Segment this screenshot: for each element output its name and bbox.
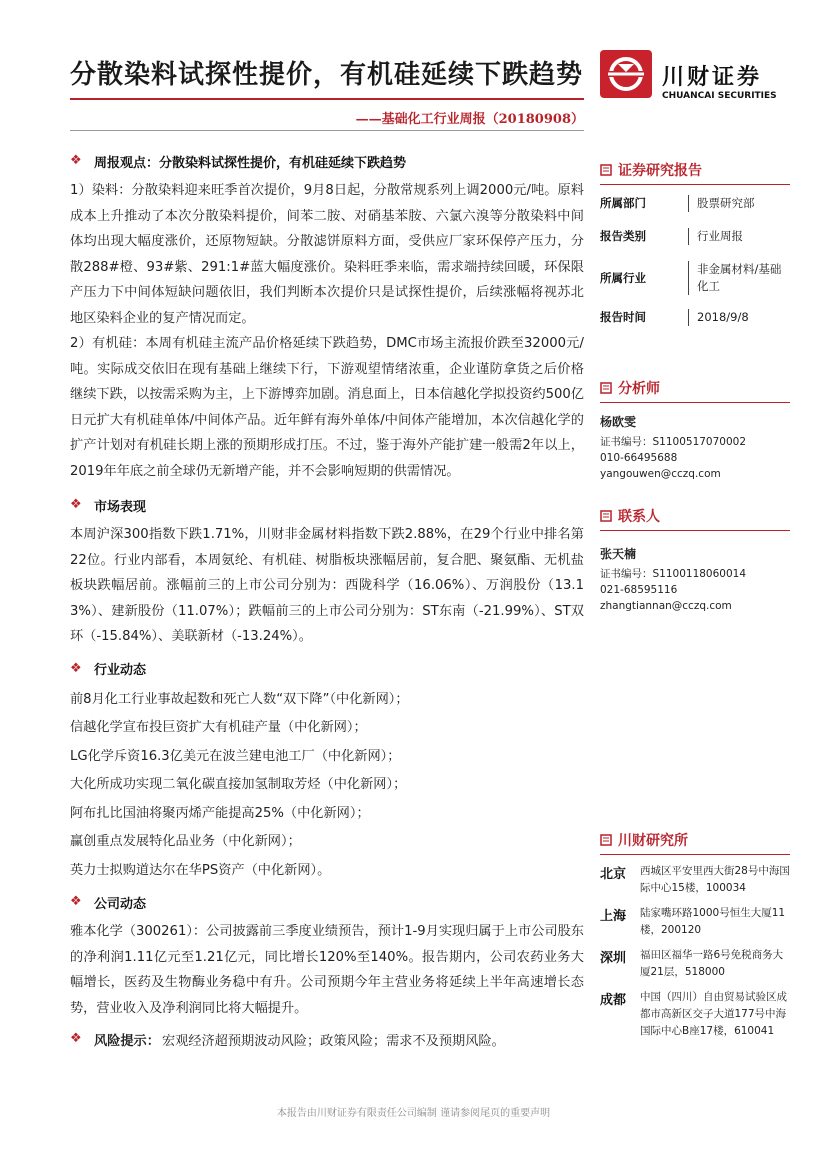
risk-warning — [70, 1027, 584, 1051]
diamond-bullet-icon: ❖ — [70, 153, 82, 168]
office-beijing: 北京 西城区平安里西大街28号中海国际中心15楼，100034 — [600, 865, 790, 894]
analyst-email[interactable]: yangouwen@cczq.com — [600, 468, 721, 480]
contact-email[interactable]: zhangtiannan@cczq.com — [600, 600, 732, 612]
info-row-category: 报告类别 行业周报 — [600, 228, 790, 245]
section-heading-industry: ❖ 行业动态 — [70, 660, 147, 678]
analyst-name: 杨欧雯 — [600, 415, 637, 429]
brand-logo-icon — [600, 50, 652, 98]
contact-cert: 证书编号：S1100118060014 — [600, 568, 747, 580]
sidebar-report-info — [600, 160, 790, 326]
sidebar-divider — [600, 402, 790, 403]
institute-heading: 川财研究所 — [600, 830, 790, 850]
office-shenzhen: 深圳 福田区福华一路6号免税商务大厦21层，518000 — [600, 949, 784, 978]
document-icon — [600, 382, 612, 394]
sidebar-divider — [600, 854, 790, 855]
list-item: 赢创重点发展特化品业务（中化新网）； — [70, 834, 301, 849]
page-footer: 本报告由川财证券有限责任公司编制 谨请参阅尾页的重要声明 — [276, 1108, 551, 1119]
sidebar-institute — [600, 830, 790, 1040]
section-heading-view: ❖ 周报观点：分散染料试探性提价，有机硅延续下跌趋势 — [70, 153, 407, 171]
brand-name: 川财证券 — [662, 65, 763, 90]
info-row-industry: 所属行业 非金属材料/基础化工 — [600, 261, 790, 295]
contact-name: 张天楠 — [600, 547, 637, 561]
header-rule — [70, 130, 584, 131]
risk-text: 宏观经济超预期波动风险；政策风险；需求不及预期风险。 — [161, 1033, 505, 1049]
sidebar-analyst — [600, 378, 790, 482]
contact-heading: 联系人 — [600, 506, 790, 526]
office-chengdu: 成都 中国（四川）自由贸易试验区成都市高新区交子大道177号中海国际中心B座17楼，610041 — [600, 991, 787, 1037]
view-paragraph-dyes: 1）染料：分散染料迎来旺季首次提价，9月8日起，分散常规系列上调2000元/吨。原料成本上升推动了本次分散染料提价，间苯二胺、对硝基苯胺、六氯六溴等分散染料中间体均出现大幅度涨价，还原物短缺。分散滤饼原料方面，受供应厂家环保停产压力，分散288#橙、93#紫、291:1#蓝大幅度涨价。染料旺季来临，需求端持续回暖，环保限产压力下中间体短缺问题依旧，我们判断本次提价只是试探性提价，后续涨幅将视苏北地区染料企业的复产情况而定。 — [70, 183, 584, 326]
list-item: 英力士拟购道达尔在华PS资产（中化新网）。 — [70, 862, 331, 878]
document-icon — [600, 510, 612, 522]
list-item: LG化学斥资16.3亿美元在波兰建电池工厂（中化新网）； — [70, 748, 401, 764]
main-content — [70, 146, 584, 1051]
sidebar-contact — [600, 506, 790, 614]
market-paragraph: 本周沪深300指数下跌1.71%，川财非金属材料指数下跌2.88%，在29个行业中排名第22位。行业内部看，本周氨纶、有机硅、树脂板块涨幅居前，复合肥、聚氨酯、无机盐板块跌幅居前。涨幅前三的上市公司分别为：西陇科学（16.06%）、万润股份（13.13%）、建新股份（11.07%）；跌幅前三的上市公司分别为：ST东南（-21.99%）、ST双环（-15.84%）、美联新材（-13.24%）。 — [70, 527, 584, 644]
list-item: 前8月化工行业事故起数和死亡人数“双下降”（中化新网）； — [70, 691, 409, 707]
list-item: 大化所成功实现二氧化碳直接加氢制取芳烃（中化新网）； — [70, 777, 407, 792]
sidebar-divider — [600, 530, 790, 531]
document-icon — [600, 164, 612, 176]
contact-phone: 021-68595116 — [600, 584, 678, 596]
title-rule — [70, 98, 584, 100]
risk-label: 风险提示： — [94, 1033, 160, 1049]
analyst-phone: 010-66495688 — [600, 452, 678, 464]
brand-subtitle: CHUANCAI SECURITIES — [662, 91, 777, 101]
list-item: 阿布扎比国油将聚丙烯产能提高25%（中化新网）； — [70, 805, 370, 821]
page-title: 分散染料试探性提价，有机硅延续下跌趋势 — [70, 60, 584, 90]
section-heading-market: ❖ 市场表现 — [70, 497, 147, 515]
document-icon — [600, 834, 612, 846]
diamond-bullet-icon: ❖ — [70, 497, 82, 512]
diamond-bullet-icon: ❖ — [70, 894, 82, 909]
sidebar-divider — [600, 184, 790, 185]
industry-news-list — [70, 686, 584, 886]
page-subtitle: ——基础化工行业周报（20180908） — [355, 112, 584, 127]
report-heading: 证券研究报告 — [600, 160, 790, 180]
list-item: 信越化学宣布投巨资扩大有机硅产量（中化新网）； — [70, 720, 367, 735]
view-paragraph-silicone: 2）有机硅：本周有机硅主流产品价格延续下跌趋势，DMC市场主流报价跌至32000元/吨。实际成交依旧在现有基础上继续下行，下游观望情绪浓重，企业谨防拿货之后价格继续下跌，以按需采购为主，上下游博弈加剧。消息面上，日本信越化学拟投资约500亿日元扩大有机硅单体/中间体产品。近年鲜有海外单体/中间体产能增加，本次信越化学的扩产计划对有机硅长期上涨的预期形成打压。不过，鉴于海外产能扩建一般需2年以上，2019年年底之前全球仍无新增产能，并不会影响短期的供需情况。 — [70, 336, 584, 479]
section-heading-company: ❖ 公司动态 — [70, 894, 147, 912]
analyst-cert: 证书编号：S1100517070002 — [600, 436, 747, 448]
info-row-department: 所属部门 股票研究部 — [600, 195, 790, 212]
company-paragraph: 雅本化学（300261）：公司披露前三季度业绩预告，预计1-9月实现归属于上市公司股东的净利润1.11亿元至1.21亿元，同比增长120%至140%。报告期内，公司农药业务大幅增长，医药及生物酶业务稳中有升。公司预期今年主营业务将延续上半年高速增长态势，营业收入及净利润同比将大幅提升。 — [70, 924, 584, 1016]
diamond-bullet-icon: ❖ — [70, 660, 82, 676]
office-shanghai: 上海 陆家嘴环路1000号恒生大厦11楼，200120 — [600, 907, 786, 936]
diamond-bullet-icon: ❖ — [70, 1031, 82, 1046]
info-row-date: 报告时间 2018/9/8 — [600, 309, 790, 326]
analyst-heading: 分析师 — [600, 378, 790, 398]
